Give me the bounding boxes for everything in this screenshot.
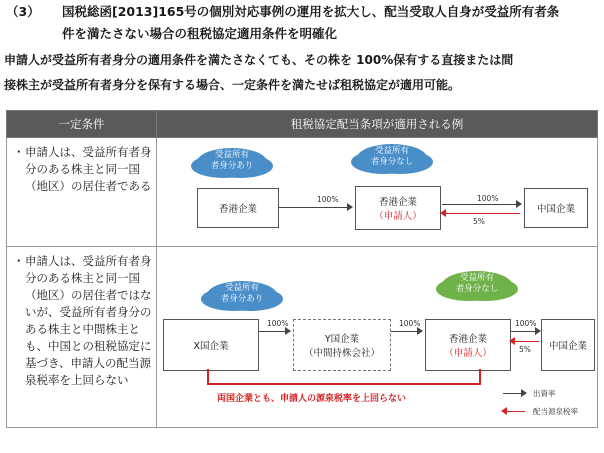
row1-box-applicant: 香港企業 （申請人） — [355, 186, 441, 230]
row2-condition-cell — [7, 247, 157, 428]
legend-tax-label: 配当源泉税率 — [533, 407, 578, 416]
row1-pct-1: 100% — [317, 195, 339, 204]
row2-arrow-2 — [391, 331, 421, 332]
intro-line-2: 接株主が受益所有者身分を保有する場合、一定条件を満たせば租税協定が適用可能。 — [4, 78, 461, 92]
row2-diagram-cell — [157, 247, 598, 428]
row2-box-applicant: 香港企業 （申請人） — [425, 319, 511, 371]
row1-arrow-2 — [442, 204, 520, 205]
intro-paragraph — [4, 48, 602, 98]
row1-box-china: 中国企業 — [524, 188, 588, 228]
row1-arrow-1 — [279, 207, 351, 208]
row1-box-hk-shareholder: 香港企業 — [197, 188, 279, 228]
row2-cloud-beneficial-owner: 受益所有 者身分あり — [207, 281, 277, 309]
heading-line-1: 国税総函[2013]165号の個別対応事例の運用を拡大し、配当受取人自身が受益所有者条 — [62, 4, 560, 19]
row2-pct-3: 100% — [515, 319, 537, 328]
row2-pct-1: 100% — [267, 319, 289, 328]
legend-invest-arrow — [503, 393, 525, 394]
row1-diagram-cell — [157, 138, 598, 247]
row2-arrow-1 — [259, 331, 289, 332]
row2-arrow-3 — [511, 331, 539, 332]
row2-box-intermediate: Y国企業 （中間持株会社） — [293, 319, 391, 371]
row1-condition-cell — [7, 138, 157, 247]
row2-pct-2: 100% — [399, 319, 421, 328]
row1-pct-red: 5% — [473, 217, 485, 226]
col-header-conditions: 一定条件 — [7, 111, 157, 138]
row2-note: 両国企業とも、申請人の源泉税率を上回らない — [217, 394, 407, 404]
heading-line-2: 件を満たさない場合の租税協定適用条件を明確化 — [62, 26, 338, 41]
col-header-examples: 租税協定配当条項が適用される例 — [157, 111, 598, 138]
row1-pct-2: 100% — [477, 194, 499, 203]
legend-invest-label: 出資率 — [533, 389, 556, 398]
row1-cloud-no-beneficial-owner: 受益所有 者身分なし — [357, 144, 427, 172]
row2-cloud-no-beneficial-owner: 受益所有 者身分なし — [442, 271, 512, 299]
row1-bullet: ・ — [13, 145, 25, 159]
row2-box-china: 中国企業 — [541, 319, 595, 371]
intro-line-1: 申請人が受益所有者身分の適用条件を満たさなくても、その株を 100%保有する直接または間 — [4, 53, 514, 67]
row2-arrow-dividend — [511, 341, 539, 342]
row2-bullet: ・ — [13, 254, 25, 268]
row2-condition-text: 申請人は、受益所有者身分のある株主と同一国（地区）の居住者ではないが、受益所有者身分のある株主と中間株主とも、中国との租税協定に基づき、申請人の配当源泉税率を上回らない — [25, 254, 152, 387]
row1-cloud-beneficial-owner: 受益所有 者身分あり — [197, 148, 267, 176]
row2-pct-red: 5% — [519, 345, 531, 354]
row2-box-x-country: X国企業 — [163, 319, 259, 371]
row1-condition-text: 申請人は、受益所有者身分のある株主と同一国（地区）の居住者である — [25, 145, 152, 193]
section-number: （3） — [6, 4, 40, 19]
conditions-table — [6, 110, 598, 428]
row1-arrow-dividend — [442, 213, 520, 214]
row2-red-bracket — [207, 369, 481, 385]
legend-tax-arrow — [503, 411, 525, 412]
